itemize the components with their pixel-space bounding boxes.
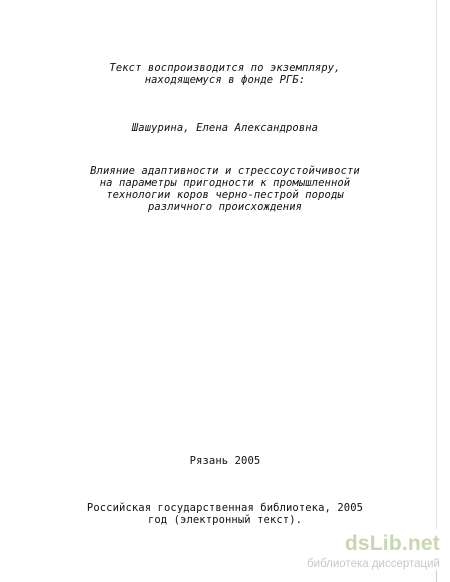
library-credit	[0, 502, 450, 526]
library-line-1: Российская государственная библиотека, 2005	[86, 502, 364, 514]
title-line-4: различного происхождения	[147, 201, 303, 213]
title-line-1: Влияние адаптивности и стрессоустойчивости	[90, 165, 360, 177]
notice-line-1: Текст воспроизводится по экземпляру,	[109, 62, 341, 74]
title-line-3: технологии коров черно-пестрой породы	[106, 189, 344, 201]
notice-line-2: находящемуся в фонде РГБ:	[144, 74, 306, 86]
watermark-subtitle: библиотека диссертаций	[307, 558, 440, 570]
city-year-line: Рязань 2005	[189, 455, 261, 467]
author-line: Шашурина, Елена Александровна	[131, 122, 319, 134]
library-line-2: год (электронный текст).	[147, 514, 303, 526]
author-name	[0, 122, 450, 134]
city-year	[0, 455, 450, 467]
page-edge-rule	[436, 0, 437, 530]
title-line-2: на параметры пригодности к промышленной	[99, 177, 351, 189]
dissertation-title	[0, 165, 450, 213]
watermark-logo: dsLib.net	[344, 532, 440, 555]
reproduction-notice	[0, 62, 450, 86]
dslib-watermark	[290, 533, 440, 573]
